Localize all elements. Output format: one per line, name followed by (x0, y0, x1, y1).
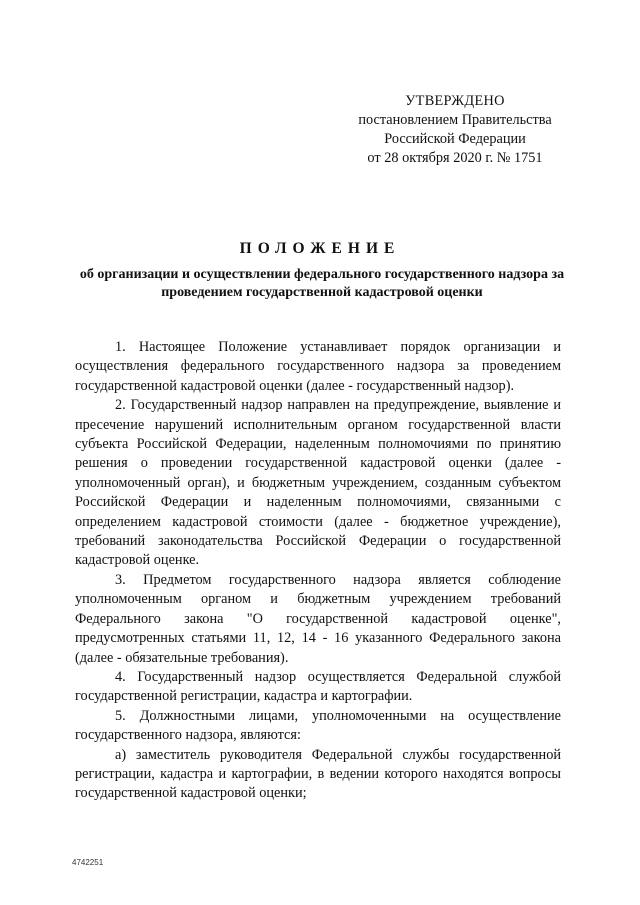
approval-heading: УТВЕРЖДЕНО (405, 93, 505, 109)
paragraph-5: 5. Должностными лицами, уполномоченными на осуществление государственного надзора, являются: (75, 707, 561, 744)
document-code: 4742251 (72, 858, 104, 867)
document-title: ПОЛОЖЕНИЕ (239, 240, 401, 257)
paragraph-2: 2. Государственный надзор направлен на предупреждение, выявление и пресечение нарушений исполнительным органом государственной власти субъекта Российской Федерации, наделенным полномочиями по принятию решения о проведении государственной кадастровой оценки (далее - уполномоченный орган), и бюджетным учреждением, созданным субъектом Российской Федерации и наделенным полномочиями, связанными с определением кадастровой стоимости (далее - бюджетное учреждение), требований законодательства Российской Федерации о государственной кадастровой оценке. (75, 397, 561, 569)
paragraph-3: 3. Предметом государственного надзора является соблюдение уполномоченным органом и бюджетным учреждением требований Федерального закона "О государственной кадастровой оценке", предусмотренных статьями 11, 12, 14 - 16 указанного Федерального закона (далее - обязательные требования). (75, 571, 561, 666)
approval-line-federation: Российской Федерации (384, 131, 526, 147)
paragraph-5a: а) заместитель руководителя Федеральной службы государственной регистрации, кадастра и картографии, в ведении которого находятся вопросы государственной кадастровой оценки; (75, 746, 561, 802)
document-subtitle: об организации и осуществлении федерального государственного надзора за проведением государственной кадастровой оценки (79, 267, 565, 300)
document-body (75, 338, 561, 804)
approval-block (340, 92, 570, 168)
paragraph-1: 1. Настоящее Положение устанавливает порядок организации и осуществления федерального государственного надзора за проведением государственной кадастровой оценки (далее - государственный надзор). (75, 339, 561, 394)
approval-line-date: от 28 октября 2020 г. № 1751 (367, 150, 543, 166)
paragraph-4: 4. Государственный надзор осуществляется Федеральной службой государственной регистрации, кадастра и картографии. (75, 668, 561, 705)
approval-line-decree: постановлением Правительства (358, 112, 552, 128)
